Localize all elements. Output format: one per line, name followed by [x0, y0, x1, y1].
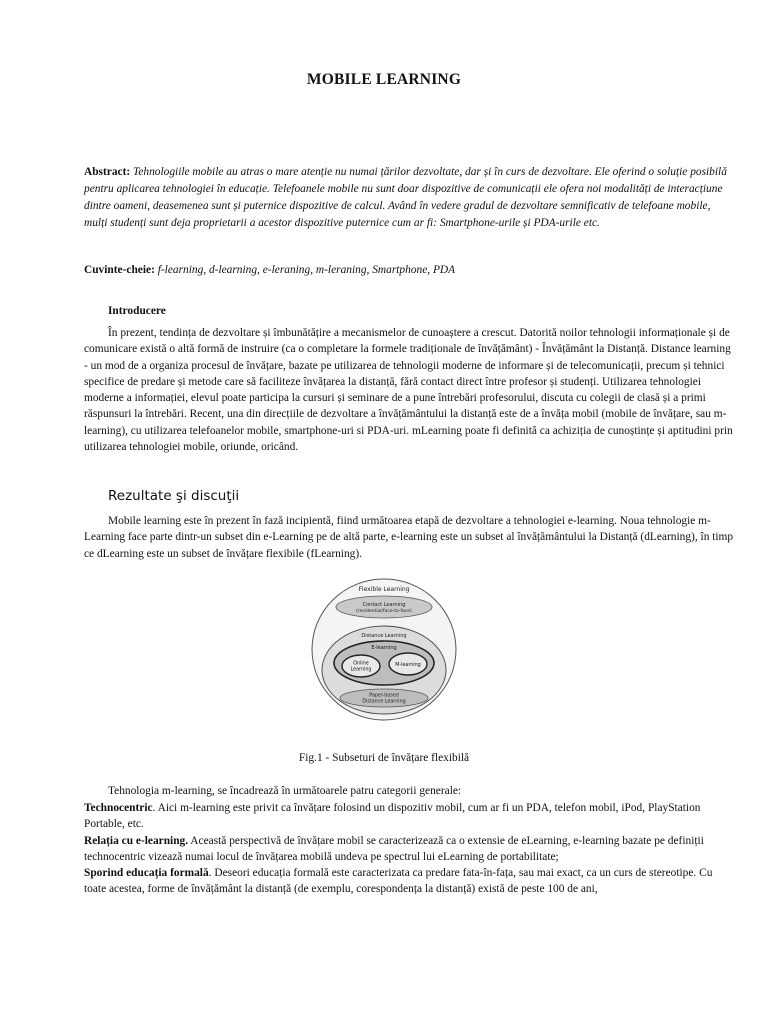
e-learning-label: E-learning	[371, 645, 397, 651]
keywords-text: f-learning, d-learning, e-leraning, m-leraning, Smartphone, PDA	[157, 264, 456, 276]
online-learning-sublabel: Learning	[350, 667, 372, 673]
contact-learning-sublabel: (residential/face-to-face)	[356, 609, 412, 614]
keywords-label: Cuvinte-cheie:	[84, 264, 155, 276]
list-item-text: . Aici m-learning este privit ca învățare folosind un dispozitiv mobil, cum ar fi un PDA, telefon mobil, iPod, PlayStation Portable, etc.	[84, 802, 701, 831]
flexible-learning-diagram	[310, 577, 458, 722]
introduction-paragraph: În prezent, tendința de dezvoltare și îmbunătățire a mecanismelor de cunoaștere a crescut. Datorită noilor tehnologii informaționale și de comunicare există o altă formă de instruire (ca o completare la formele tradiționale de învățământ) - Învățământ la Distanță. Distance learning - un mod de a organiza procesul de învățare, bazate pe utilizarea de tehnologii moderne de informare și de telecomunicații, precum și tehnici specifice de predare și metode care să faciliteze învățarea la distanță, fără contact direct între profesor și studenți. Utilizarea tehnologiei moderne a informației, elevul poate participa la cursuri și seminare de a pune întrebări profesorului, discuta cu colegii de clasă și a primi răspunsuri la întrebări. Recent, una din direcțiile de dezvoltare a învățământului la distanță este de a învăța mobil (mobile de învățare, sau m-learning), cu utilizarea telefoanelor mobile, smartphone-uri si PDA-uri. mLearning poate fi definită ca achiziția de cunoștințe și aptitudini prin utilizarea tehnologiei mobile, oriunde, oricând.	[84, 327, 733, 454]
categories-list	[84, 800, 734, 898]
distance-learning-label: Distance Learning	[361, 633, 407, 639]
list-item	[84, 800, 734, 833]
introduction-heading: Introducere	[108, 305, 166, 317]
online-learning-label: Online	[353, 661, 369, 667]
list-item-label: Relația cu e-learning.	[84, 834, 189, 847]
results-paragraph: Mobile learning este în prezent în fază incipientă, fiind următoarea etapă de dezvoltare a tehnologiei e-learning. Noua tehnologie m-Learning face parte dintr-un subset din e-Learning pe de altă parte, e-learning este un subset al învățământului la Distanță (dLearning), în timp ce dLearning este un subset de învățare flexibile (fLearning).	[84, 515, 734, 560]
list-item	[84, 865, 734, 898]
flexible-learning-label: Flexible Learning	[358, 586, 410, 593]
paper-based-learning-sublabel: Distance Learning	[362, 699, 406, 705]
paper-based-learning-label: Paper-based	[369, 693, 399, 699]
list-item	[84, 833, 734, 866]
abstract-label: Abstract:	[84, 166, 131, 178]
list-item-text: Această perspectivă de învățare mobil se caracterizează ca o extensie de eLearning, e-learning bazate pe definiții technocentric vizează numai locul de învățarea mobilă undeva pe spectrul lui eLearning de portabilitate;	[84, 834, 704, 863]
list-item-label: Sporind educația formală	[84, 867, 209, 880]
results-heading: Rezultate şi discuţii	[108, 488, 240, 504]
m-learning-label: M-learning	[395, 663, 421, 668]
keywords	[84, 262, 734, 278]
contact-learning-label: Contact Learning	[362, 602, 406, 608]
paper-title: MOBILE LEARNING	[306, 71, 462, 88]
list-item-label: Technocentric	[84, 802, 153, 814]
figure-caption: Fig.1 - Subseturi de învățare flexibilă	[298, 752, 470, 764]
abstract-text: Tehnologiile mobile au atras o mare atenție nu numai țărilor dezvoltate, dar și în curs de dezvoltare. Ele oferind o soluție posibilă pentru aplicarea tehnologiei în educație. Telefoanele mobile nu sunt doar dispozitive de comunicații ele ofera noi modalități de interacțiune dintre oameni, deasemenea sunt și puternice dispozitive de calcul. Având în vedere gradul de dezvoltare semnificativ de telefoane mobile, mulți studenți sunt deja proprietarii a acestor dispozitive puternice cum ar fi: Smartphone-urile și PDA-urile etc.	[84, 166, 727, 229]
categories-intro: Tehnologia m-learning, se încadrează în următoarele patru categorii generale:	[108, 785, 462, 797]
abstract	[84, 164, 734, 232]
list-item-text: . Deseori educația formală este caracterizata ca predare fata-în-fața, sau mai exact, ca un curs de stereotipe. Cu toate acestea, forme de învățământ la distanță (de exemplu, corespondența la distanță) există de peste 100 de ani,	[84, 867, 713, 896]
